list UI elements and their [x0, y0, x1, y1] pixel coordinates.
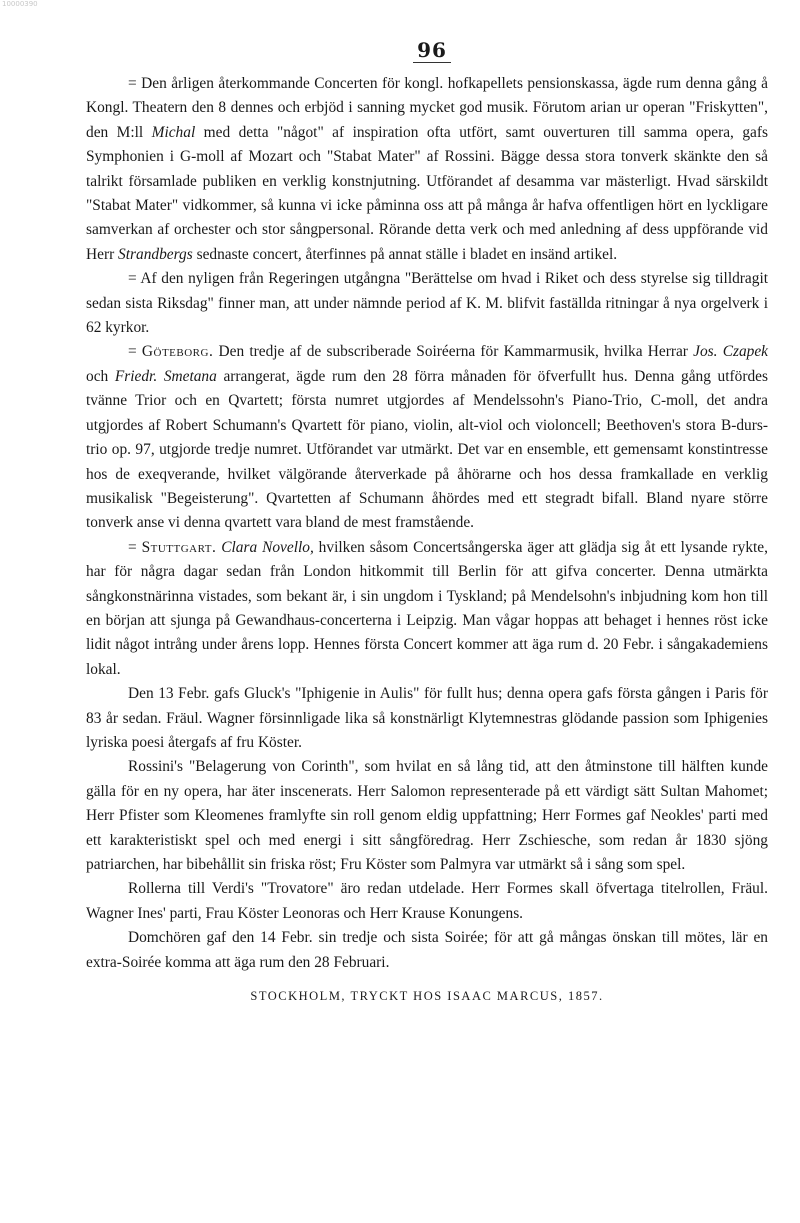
place-heading: Stuttgart. — [141, 538, 217, 556]
person-name: Jos. Czapek — [693, 343, 768, 361]
person-name: Strandbergs — [118, 245, 193, 263]
scan-id: 10000390 — [2, 0, 38, 8]
paragraph-stuttgart: = Stuttgart. Clara Novello, hvilken såsom Concertsångerska äger att glädja sig åt ett lysande rykte, har för några dagar sedan från London hitkommit till Berlin för att gifva concerter. Denna utmärkta sångkonstnärinna vistades, som bekant är, i sin ungdom i Tyskland; på Mendelsohn's inbjudning kom hon till en början att sjunga på Gewandhaus-concerterna i Leipzig. Man vågar hoppas att behaget i hennes röst icke lidit något intrång under årens lopp. Hennes första Concert kommer att äga rum d. 20 Febr. i sångakademiens lokal. — [86, 538, 768, 678]
paragraph-iphigenie: Den 13 Febr. gafs Gluck's "Iphigenie in Aulis" för fullt hus; denna opera gafs första gången i Paris för 83 år sedan. Fräul. Wagner försinnligade lika så konstnärligt Klytemnestras glödande passion som Iphigenies lyriska poesi återgafs af fru Köster. — [86, 685, 768, 751]
place-heading: Göteborg. — [141, 343, 214, 361]
paragraph-domchoren: Domchören gaf den 14 Febr. sin tredje och sista Soirée; för att gå mångas önskan till mötes, lär en extra-Soirée komma att äga rum den 28 Februari. — [86, 929, 768, 971]
page — [86, 38, 768, 1004]
paragraph-corinth: Rossini's "Belagerung von Corinth", som hvilat en så lång tid, att den åtminstone till hälften kunde gälla för en ny opera, har äter inscenerats. Herr Salomon representerade på ett värdigt sätt Sultan Mahomet; Herr Pfister som Kleomenes framlyfte sin roll genom eldig uppfattning; Herr Formes gaf Neokles' parti med ett karakteristiskt spel och med energi i sitt sångföredrag. Herr Zschiesche, som redan år 1830 sjöng patriarchen, har bibehållit sin friska röst; Fru Köster som Palmyra var utmärkt så i sång som spel. — [86, 758, 768, 873]
paragraph-goteborg: = Göteborg. Den tredje af de subscriberade Soiréerna för Kammarmusik, hvilka Herrar Jos. Czapek och Friedr. Smetana arrangerat, ägde rum den 28 förra månaden för öfverfullt hus. Denna gång utfördes tvänne Trior och en Qvartett; första numret utgjordes af Mendelssohn's Piano-Trio, C-moll, det andra utgjordes af Robert Schumann's Qvartett för piano, violin, alt-viol och violoncell; Beethoven's stora B-durs-trio op. 97, utgjorde tredje numret. Utförandet var utmärkt. Det var en ensemble, ett gemensamt konstintresse hos de exeqverande, hvilket välgörande återverkade på åhörarne och hos dessa framkallade en verklig musikalisk "Begeisterung". Qvartetten af Schumann åhördes med ett stegradt bifall. Bland nyare större tonverk anse vi denna qvartett vara bland de mest framstående. — [86, 343, 768, 532]
article-body — [86, 72, 768, 975]
person-name: Clara Novello, — [221, 538, 314, 556]
paragraph-trovatore: Rollerna till Verdi's "Trovatore" äro redan utdelade. Herr Formes skall öfvertaga titelrollen, Fräul. Wagner Ines' parti, Frau Köster Leonoras och Herr Krause Konungens. — [86, 880, 768, 922]
page-number: 96 — [96, 38, 768, 62]
person-name: Michal — [151, 123, 196, 141]
paragraph-hofkapellet-concert: = Den årligen återkommande Concerten för kongl. hofkapellets pensionskassa, ägde rum denna gång å Kongl. Theatern den 8 dennes och erbjöd i sanning mycket god musik. Förutom arian ur operan "Friskytten", den M:ll Michal med detta "något" af inspiration ofta utfört, samt ouverturen till samma opera, gafs Symphonien i G-moll af Mozart och "Stabat Mater" af Rossini. Bägge dessa stora tonverk skänkte den så talrikt församlade publiken en verklig konstnjutning. Utförandet af desamma var mästerligt. Hvad särskildt "Stabat Mater" vidkommer, så kunna vi icke påminna oss att på många år hafva offentligen hört en lyckligare samverkan af orchester och stor sångpersonal. Rörande detta verk och med anledning af dess uppförande vid Herr Strandbergs sednaste concert, återfinnes på annat ställe i bladet en insänd artikel. — [86, 75, 768, 263]
printer-imprint: STOCKHOLM, TRYCKT HOS ISAAC MARCUS, 1857. — [250, 989, 604, 1004]
person-name: Friedr. Smetana — [114, 367, 217, 385]
paragraph-riksdag-report: = Af den nyligen från Regeringen utgångna "Berättelse om hvad i Riket och dess styrelse sig tilldragit sedan sista Riksdag" finner man, att under nämnde period af K. M. blifvit faställda ritningar å nya orgelverk i 62 kyrkor. — [86, 270, 768, 337]
